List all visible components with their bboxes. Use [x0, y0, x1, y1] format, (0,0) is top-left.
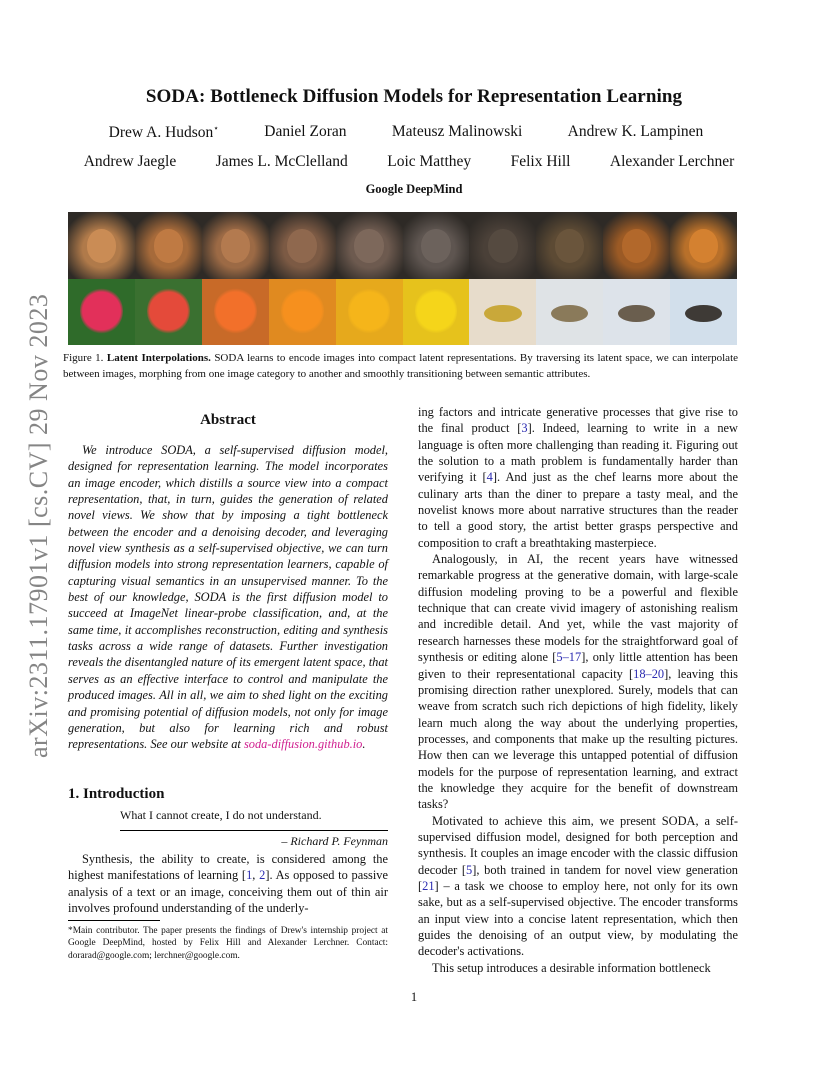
- abstract-heading: Abstract: [200, 412, 256, 428]
- interpolation-image-animal: [603, 212, 670, 279]
- figure-title: Latent Interpolations.: [106, 352, 211, 364]
- paper-title: SODA: Bottleneck Diffusion Models for Representation Learning: [145, 86, 683, 107]
- author-name: Daniel Zoran: [264, 123, 347, 140]
- interpolation-image-flower: [336, 279, 403, 346]
- interpolation-image-animal: [135, 212, 202, 279]
- abstract-text: We introduce SODA, a self-supervised diffusion model, designed for representation learning. The model incorporates an image encoder, which distills a source view into a compact representation, that, in turn, guides the generation of related novel views. We show that by imposing a tight bottleneck between the encoder and a denoising decoder, and leveraging novel view synthesis as a self-supervised objective, we can turn diffusion models into strong representation learners, capable of capturing visual semantics in an unsupervised manner. To the best of our knowledge, SODA is the first diffusion model to succeed at ImageNet linear-probe classification, and, at the same time, it accomplishes reconstruction, editing and synthesis tasks across a wide range of datasets. Further investigation reveals the disentangled nature of its emergent latent space, that serves as an effective interface to control and manipulate the produced images. All in all, we aim to shed light on the exciting and promising potential of diffusion models, not only for image generation, but also for learning rich and robust representations. See our website at soda-diffusion.github.io.: [68, 443, 388, 752]
- interpolation-image-flower: [202, 279, 269, 346]
- interpolation-image-flower: [403, 279, 470, 346]
- arxiv-stamp[interactable]: arXiv:2311.17901v1 [cs.CV] 29 Nov 2023: [24, 293, 53, 758]
- footnote-rule: [68, 920, 160, 921]
- introduction-paragraph: Synthesis, the ability to create, is considered among the highest manifestations of learning [1, 2]. As opposed to passive analysis of a text or an image, conceiving them out of thin air involves profound understanding of the underly-: [68, 852, 388, 916]
- epigraph-attribution: – Richard P. Feynman: [281, 834, 388, 848]
- interpolation-image-animal: [336, 212, 403, 279]
- right-column-text: ing factors and intricate generative processes that give rise to the final product [3]. Indeed, learning to write in a new language is often more challenging than reading it. Figuring out the solution to a math problem is fundamentally harder than verifying it [4]. And just as the chef learns more about the culinary arts than the diner to prepare a tasty meal, and the novelist knows more about narrative structures than the reader to tell a good story, the artist better grasps perspective and composition to craft a breathtaking masterpiece. Analogously, in AI, the recent years have witnessed remarkable progress at the generative domain, with large-scale diffusion modeling proving to be a powerful and flexible technique that can create vivid imagery of astonishing realism and incredible detail. And yet, while the vast majority of research harnesses these models for the straightforward goal of synthesis or editing alone [5–17], only little attention has been given to their representational capacity [18–20], leaving this promising direction rather unexplored. Surely, models that can weave from scratch such rich depictions of high fidelity, likely learn much along the way about the underlying properties, processes, and components that make up the resulting pictures. How then can we leverage this untapped potential of diffusion models for the purpose of representation learning, and extract the knowledge they acquire for the benefit of downstream tasks? Motivated to achieve this aim, we present SODA, a self-supervised diffusion model, designed for both perception and synthesis. It couples an image encoder with the classic diffusion decoder [5], both trained in tandem for novel view generation [21] – a task we choose to employ here, not only for its own sake, but as a self-supervised objective. The encoder transforms an input view into a concise latent representation, which then guides the denoising of an output view, by modulating the decoder's activations. This setup introduces a desirable information bottleneck: [418, 405, 739, 975]
- interpolation-image-animal: [469, 212, 536, 279]
- interpolation-image-animal: [670, 212, 737, 279]
- citation-link[interactable]: 2: [259, 868, 266, 883]
- interpolation-image-animal: [403, 212, 470, 279]
- author-name: Felix Hill: [510, 153, 571, 170]
- project-website-link[interactable]: soda-diffusion.github.io: [243, 737, 363, 752]
- citation-link[interactable]: 18–20: [633, 666, 665, 681]
- figure-1-interpolation-grid: [68, 212, 737, 345]
- figure-1-caption: [63, 350, 738, 382]
- interpolation-image-flower: [135, 279, 202, 346]
- section-heading-introduction: 1. Introduction: [68, 786, 165, 802]
- author-name: Drew A. Hudson⋆: [108, 123, 219, 142]
- author-list-row-1: [86, 123, 726, 142]
- author-name: Andrew K. Lampinen: [567, 123, 704, 140]
- author-name: Mateusz Malinowski: [391, 123, 523, 140]
- interpolation-image-bird: [670, 279, 737, 346]
- interpolation-image-animal: [269, 212, 336, 279]
- author-name: Alexander Lerchner: [609, 153, 735, 170]
- epigraph-quote: What I cannot create, I do not understand.: [120, 808, 322, 822]
- interpolation-image-flower: [269, 279, 336, 346]
- interpolation-image-bird: [536, 279, 603, 346]
- citation-link[interactable]: 21: [422, 878, 435, 893]
- author-name: James L. McClelland: [215, 153, 348, 170]
- footnote: *Main contributor. The paper presents the findings of Drew's internship project at Google DeepMind, hosted by Felix Hill and Alexander Lerchner. Contact: dorarad@google.com; lerchner@google.com.: [68, 926, 388, 961]
- author-list-row-2: [64, 153, 754, 171]
- citation-link[interactable]: 4: [486, 470, 493, 485]
- interpolation-image-animal: [536, 212, 603, 279]
- interpolation-image-flower: [68, 279, 135, 346]
- interpolation-image-animal: [68, 212, 135, 279]
- interpolation-image-bird: [469, 279, 536, 346]
- epigraph-rule: [120, 830, 388, 831]
- main-contributor-mark: ⋆: [213, 123, 219, 133]
- author-name: Loic Matthey: [387, 153, 472, 170]
- figure-caption-text: SODA learns to encode images into compact latent representations. By traversing its latent space, we can interpolate between images, morphing from one image category to another and smoothly transitioning between semantic attributes.: [63, 352, 739, 380]
- citation-link[interactable]: 5: [466, 862, 473, 877]
- affiliation: Google DeepMind: [365, 182, 463, 196]
- interpolation-image-animal: [202, 212, 269, 279]
- author-name: Andrew Jaegle: [83, 153, 177, 170]
- citation-link[interactable]: 5–17: [556, 650, 582, 665]
- citation-link[interactable]: 3: [521, 421, 528, 436]
- page-number: 1: [410, 990, 418, 1004]
- citation-link[interactable]: 1: [246, 868, 253, 883]
- interpolation-image-bird: [603, 279, 670, 346]
- figure-label: Figure 1.: [63, 352, 104, 364]
